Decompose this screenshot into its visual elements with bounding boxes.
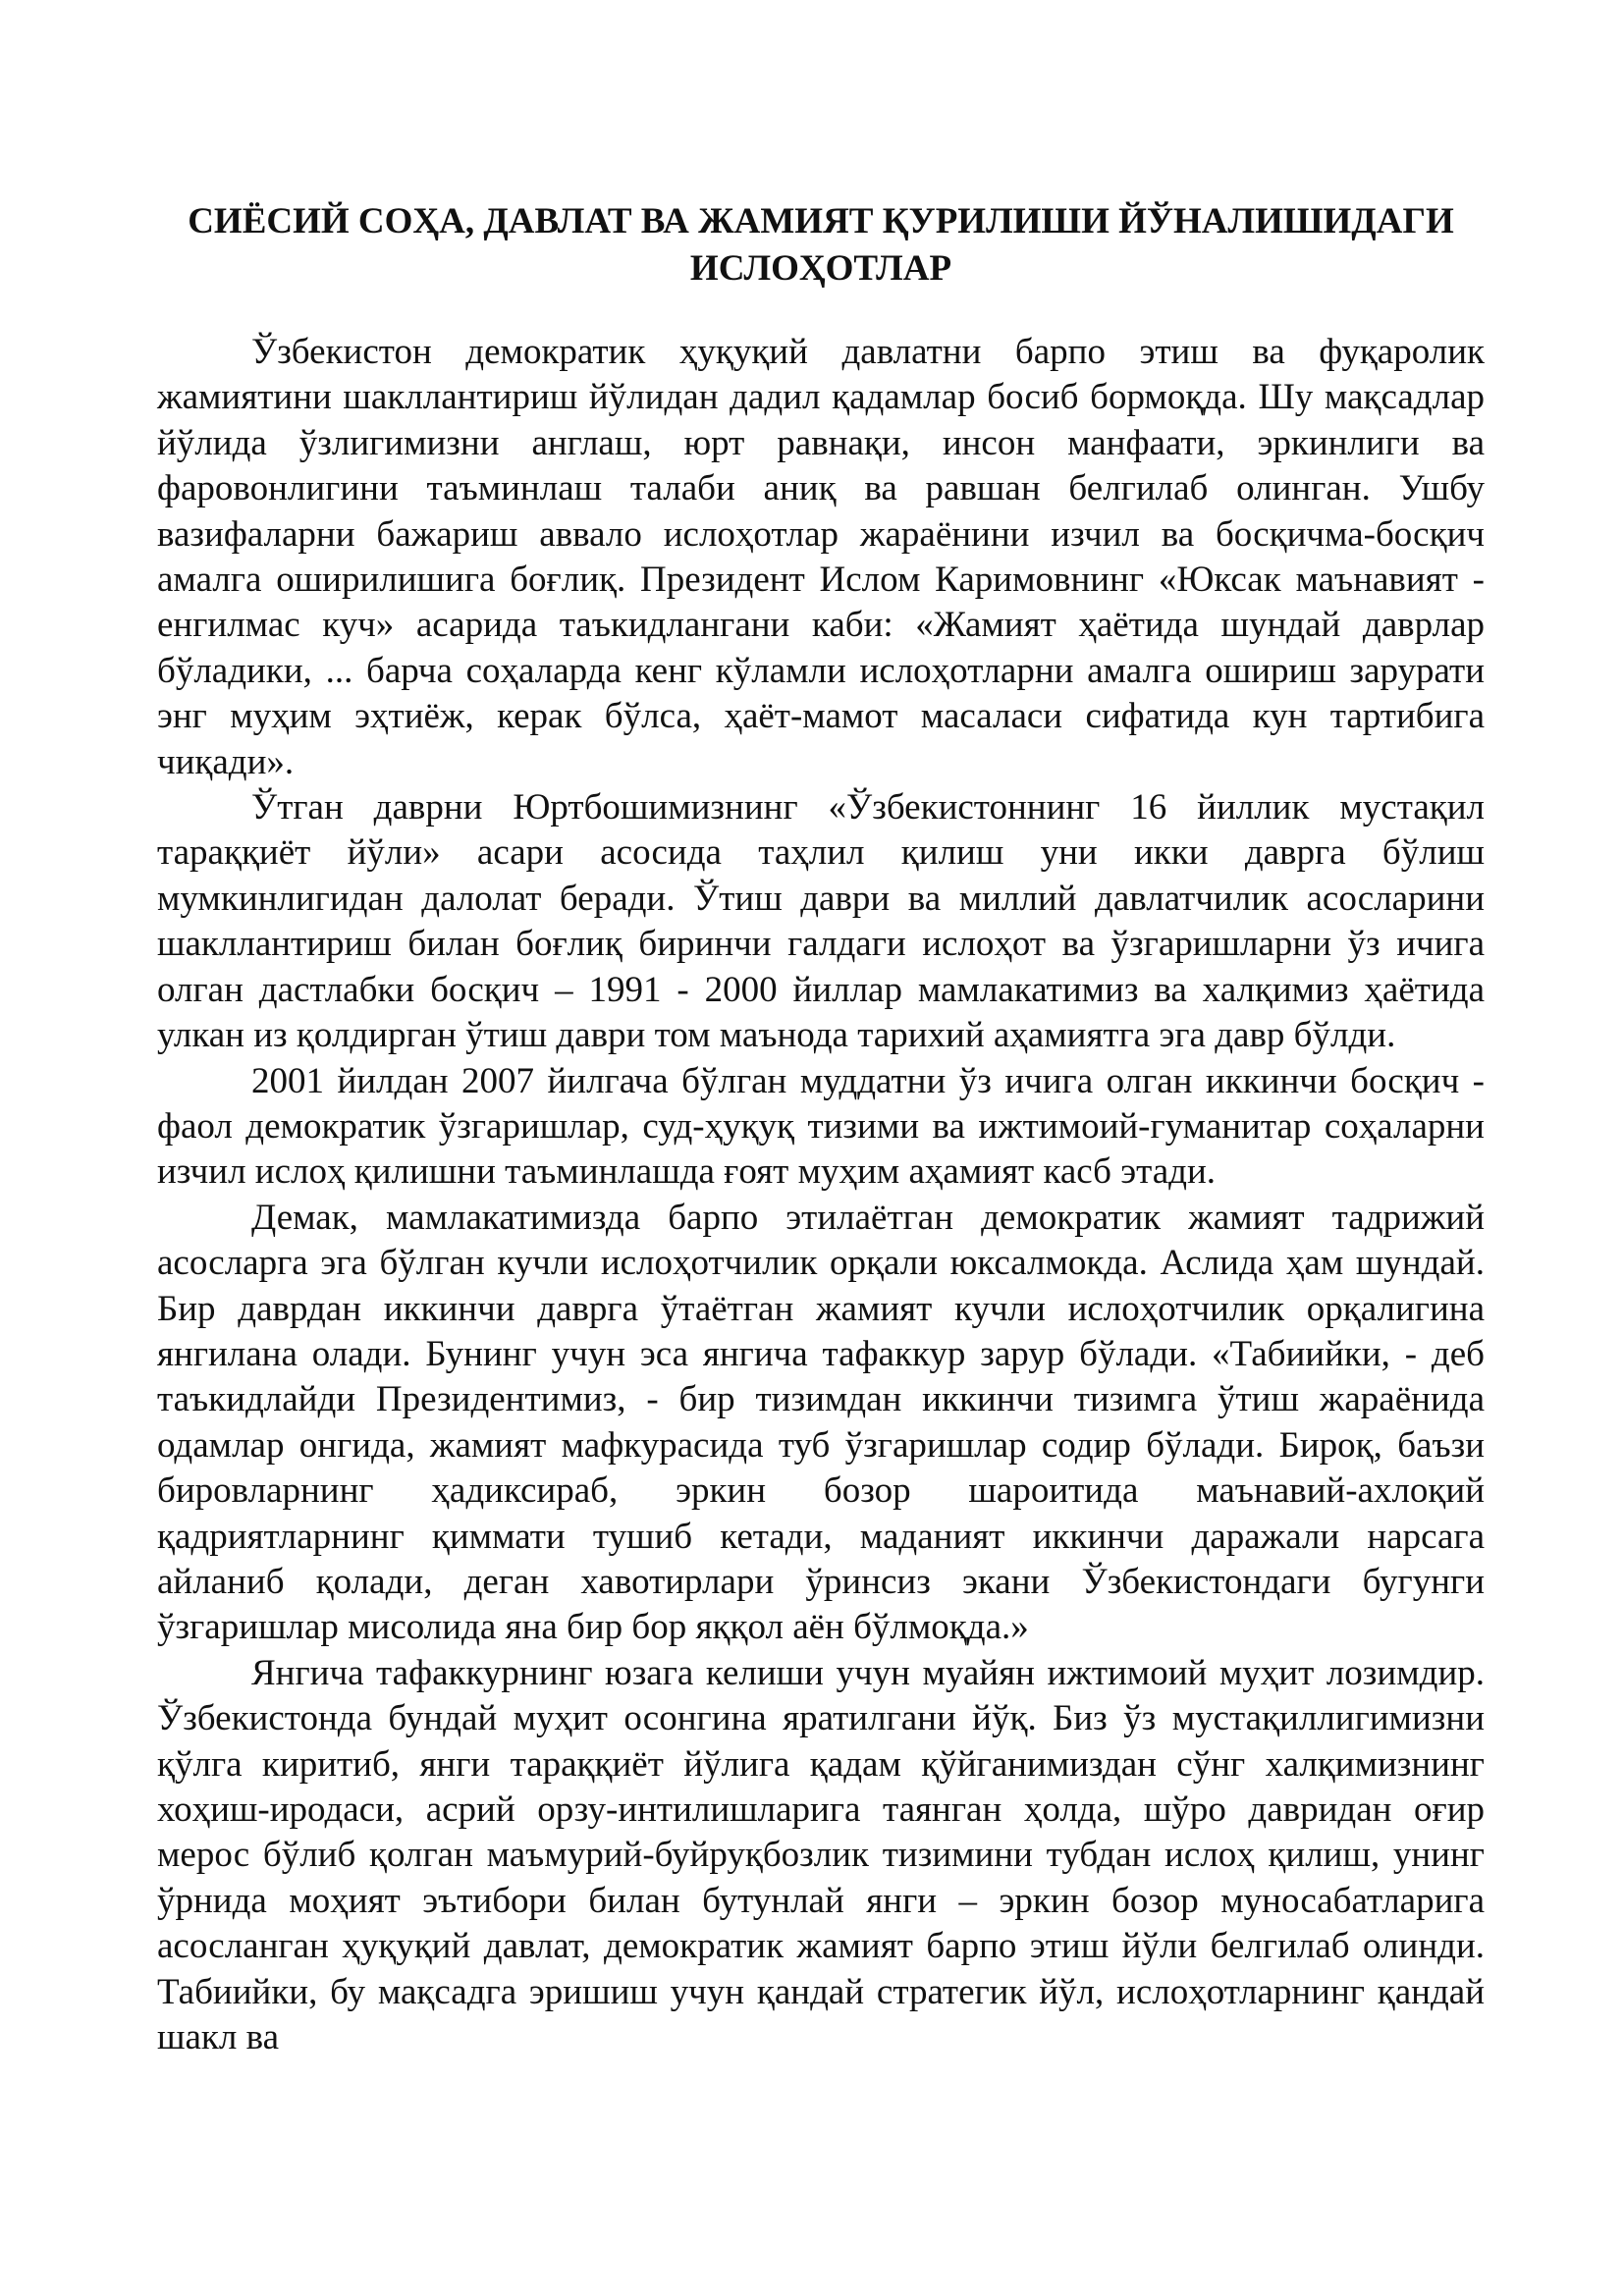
title-line-1: СИЁСИЙ СОҲА, ДАВЛАТ ВА ЖАМИЯТ ҚУРИЛИШИ ЙЎНАЛИШИДАГИ xyxy=(188,201,1454,241)
document-page xyxy=(157,0,1485,2296)
document-body xyxy=(157,330,1485,2060)
paragraph-4: Демак, мамлакатимизда барпо этилаётган демократик жамият тадрижий асосларга эга бўлган кучли ислоҳотчилик орқали юксалмокда. Аслида ҳам шундай. Бир даврдан иккинчи даврга ўтаётган жамият кучли ислоҳотчилик орқалигина янгилана олади. Бунинг учун эса янгича тафаккур зарур бўлади. «Табиийки, - деб таъкидлайди Президентимиз, - бир тизимдан иккинчи тизимга ўтиш жараёнида одамлар онгида, жамият мафкурасида туб ўзгаришлар содир бўлади. Бироқ, баъзи бировларнинг ҳадиксираб, эркин бозор шароитида маънавий-ахлоқий қадриятларнинг қиммати тушиб кетади, маданият иккинчи даражали нарсага айланиб қолади, деган хавотирлари ўринсиз экани Ўзбекистондаги бугунги ўзгаришлар мисолида яна бир бор яққол аён бўлмоқда.» xyxy=(157,1197,1485,1648)
paragraph-1: Ўзбекистон демократик ҳуқуқий давлатни барпо этиш ва фуқаролик жамиятини шакллантириш йўлидан дадил қадамлар босиб бормоқда. Шу мақсадлар йўлида ўзлигимизни англаш, юрт равнақи, инсон манфаати, эркинлиги ва фаровонлигини таъминлаш талаби аниқ ва равшан белгилаб олинган. Ушбу вазифаларни бажариш аввало ислоҳотлар жараёнини изчил ва босқичма-босқич амалга оширилишига боғлиқ. Президент Ислом Каримовнинг «Юксак маънавият - енгилмас куч» асарида таъкидлангани каби: «Жамият ҳаётида шундай даврлар бўладики, ... барча соҳаларда кенг кўламли ислоҳотларни амалга ошириш зарурати энг муҳим эҳтиёж, керак бўлса, ҳаёт-мамот масаласи сифатида кун тартибига чиқади». xyxy=(157,332,1485,782)
title-line-2: ИСЛОҲОТЛАР xyxy=(689,248,952,289)
paragraph-3: 2001 йилдан 2007 йилгача бўлган муддатни ўз ичига олган иккинчи босқич - фаол демократик ўзгаришлар, суд-ҳуқуқ тизими ва ижтимоий-гуманитар соҳаларни изчил ислоҳ қилишни таъминлашда ғоят муҳим аҳамият касб этади. xyxy=(157,1060,1485,1193)
document-title xyxy=(157,198,1485,293)
paragraph-2: Ўтган даврни Юртбошимизнинг «Ўзбекистоннинг 16 йиллик мустақил тараққиёт йўли» асари асосида таҳлил қилиш уни икки даврга бўлиш мумкинлигидан далолат беради. Ўтиш даври ва миллий давлатчилик асосларини шакллантириш билан боғлиқ биринчи галдаги ислоҳот ва ўзгаришларни ўз ичига олган дастлабки босқич – 1991 - 2000 йиллар мамлакатимиз ва халқимиз ҳаётида улкан из қолдирган ўтиш даври том маънода тарихий аҳамиятга эга давр бўлди. xyxy=(157,787,1485,1056)
paragraph-5: Янгича тафаккурнинг юзага келиши учун муайян ижтимоий муҳит лозимдир. Ўзбекистонда бундай муҳит осонгина яратилгани йўқ. Биз ўз мустақиллигимизни қўлга киритиб, янги тараққиёт йўлига қадам қўйганимиздан сўнг халқимизнинг хоҳиш-иродаси, асрий орзу-интилишларига таянган ҳолда, шўро давридан оғир мерос бўлиб қолган маъмурий-буйруқбозлик тизимини тубдан ислоҳ қилиш, унинг ўрнида моҳият эътибори билан бутунлай янги – эркин бозор муносабатларига асосланган ҳуқуқий давлат, демократик жамият барпо этиш йўли белгилаб олинди. Табиийки, бу мақсадга эришиш учун қандай стратегик йўл, ислоҳотларнинг қандай шакл ва xyxy=(157,1652,1485,2058)
